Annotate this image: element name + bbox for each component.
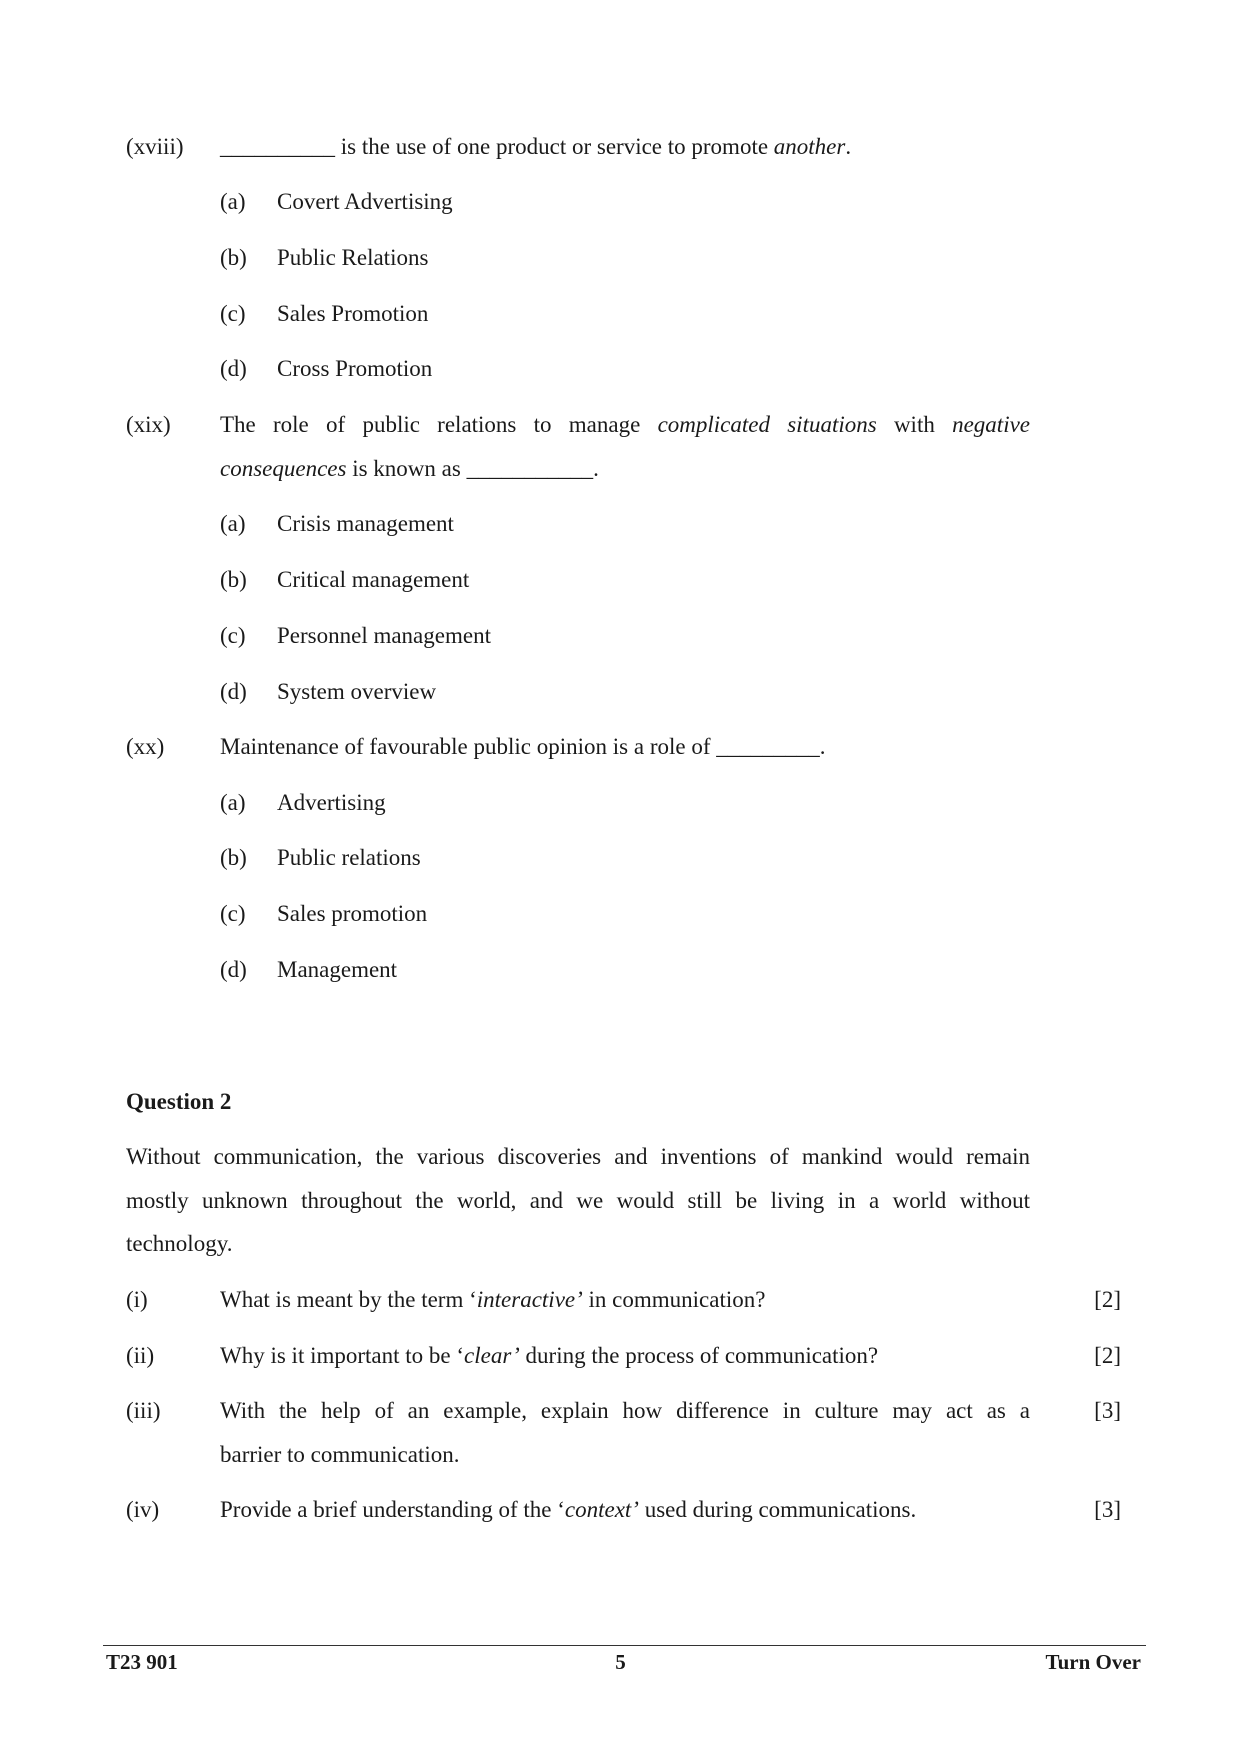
section-heading: Question 2 [126,1089,232,1114]
option-text: Sales Promotion [277,301,429,326]
option-text: Public Relations [277,245,429,270]
marks: [2] [1094,1287,1121,1312]
part-label: (iv) [126,1497,160,1522]
passage-line: mostly unknown throughout the world, and we would still be living in a world without [126,1188,1030,1213]
part-text-emphasis: interactive’ [476,1287,583,1312]
part-text: With the help of an example, explain how difference in culture may act as a [220,1398,1030,1423]
answer-blank: __________ [220,134,335,159]
option-text: System overview [277,679,437,704]
option-label: (c) [220,301,246,326]
stem-end: . [845,134,852,159]
option-label: (a) [220,511,246,536]
stem-emphasis: another [773,134,846,159]
option-text: Public relations [277,845,421,870]
part-text-pre: Why is it important to be ‘ [220,1343,465,1368]
option-text: Sales promotion [277,901,428,926]
part-text [220,1497,916,1523]
stem-emphasis: complicated situations [657,412,877,437]
stem-emphasis: consequences [220,456,347,481]
part-label: (iii) [126,1398,161,1423]
option-text: Management [277,957,398,982]
option-label: (a) [220,189,246,214]
part-text [220,1287,765,1313]
option-label: (c) [220,901,246,926]
part-text: barrier to communication. [220,1442,460,1467]
stem-text: is known as ___________. [346,456,599,481]
marks: [3] [1094,1497,1121,1522]
marks: [3] [1094,1398,1121,1423]
part-text-pre: What is meant by the term ‘ [220,1287,477,1312]
option-text: Critical management [277,567,470,592]
part-text-post: used during communications. [638,1497,917,1522]
passage-line: technology. [126,1231,233,1256]
option-label: (d) [220,356,247,381]
option-text: Personnel management [277,623,491,648]
part-label: (ii) [126,1343,155,1368]
footer-divider [103,1645,1146,1646]
option-text: Cross Promotion [277,356,433,381]
part-text-pre: Provide a brief understanding of the ‘ [220,1497,565,1522]
option-label: (d) [220,679,247,704]
stem-text: is the use of one product or service to promote [335,134,774,159]
part-text [220,1343,878,1369]
option-label: (b) [220,567,247,592]
option-text: Covert Advertising [277,189,453,214]
stem-text: The role of public relations to manage [220,412,658,437]
option-label: (c) [220,623,246,648]
stem-text: with [876,412,953,437]
option-label: (d) [220,957,247,982]
part-label: (i) [126,1287,148,1312]
part-text-emphasis: clear’ [464,1343,520,1368]
question-number: (xix) [126,412,171,437]
question-number: (xx) [126,734,165,759]
part-text-post: in communication? [582,1287,766,1312]
option-label: (b) [220,245,247,270]
marks: [2] [1094,1343,1121,1368]
question-stem [220,134,851,160]
stem-emphasis: negative [952,412,1030,437]
option-label: (a) [220,790,246,815]
passage-line: Without communication, the various discoveries and inventions of mankind would remain [126,1144,1030,1169]
paper-code: T23 901 [106,1650,178,1674]
question-stem: Maintenance of favourable public opinion is a role of _________. [220,734,826,759]
option-text: Crisis management [277,511,454,536]
part-text-emphasis: context’ [564,1497,639,1522]
turn-over-label: Turn Over [1045,1650,1141,1674]
question-stem-line [220,456,599,482]
question-number: (xviii) [126,134,184,159]
part-text-post: during the process of communication? [519,1343,879,1368]
page-number: 5 [615,1650,626,1674]
option-label: (b) [220,845,247,870]
option-text: Advertising [277,790,386,815]
question-stem-line [220,412,1030,438]
